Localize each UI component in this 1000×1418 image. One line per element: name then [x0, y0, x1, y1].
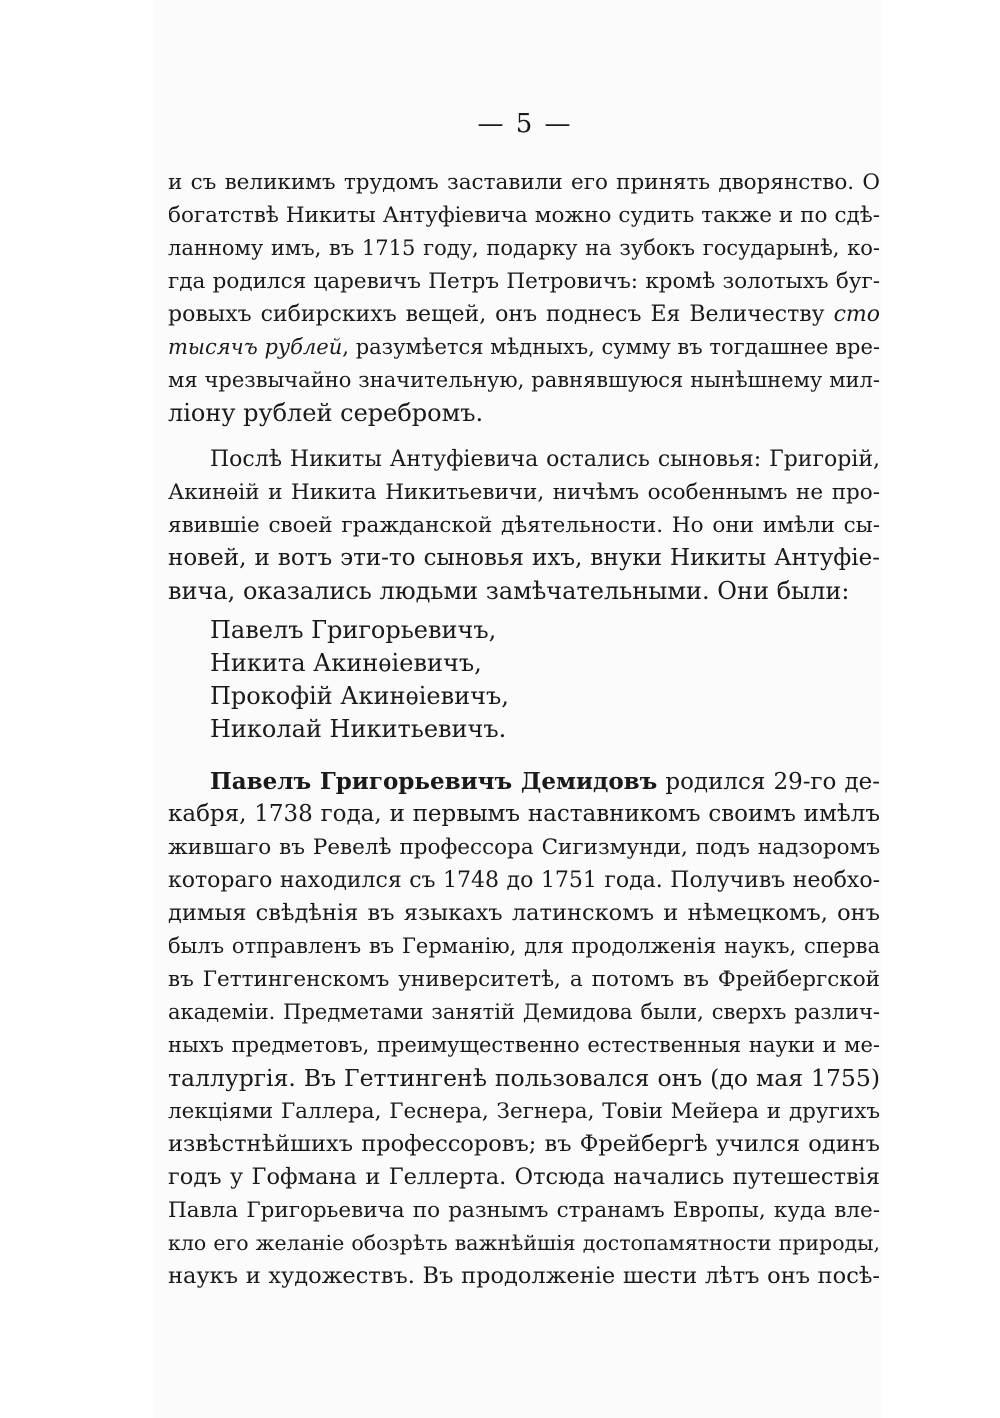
page-number: — 5 —: [477, 109, 573, 139]
text-line: явившіе своей гражданской дѣятельности. Но они имѣли сы-: [168, 513, 880, 538]
text-line: вича, оказались людьми замѣчательными. Они были:: [168, 577, 850, 605]
text-line: извѣстнѣйшихъ профессоровъ; въ Фрейбергѣ учился одинъ: [168, 1131, 880, 1157]
text-span: родился 29-го де-: [657, 769, 881, 795]
text-line: кабря, 1738 года, и первымъ наставникомъ своимъ имѣлъ: [168, 801, 880, 827]
paragraph-2: [168, 443, 880, 608]
paragraph-1: [168, 166, 880, 430]
paragraph-3: [168, 765, 880, 1293]
text-line: и съ великимъ трудомъ заставили его принять дворянство. О: [168, 170, 880, 195]
text-line: ныхъ предметовъ, преимущественно естественныя науки и ме-: [168, 1033, 880, 1057]
text-line: въ Геттингенскомъ университетѣ, а потомъ въ Фрейбергской: [168, 967, 880, 992]
bold-name: Павелъ Григорьевичъ Демидовъ: [210, 768, 658, 795]
text-line: богатствѣ Никиты Антуфіевича можно судить также и по сдѣ-: [168, 203, 880, 228]
italic-span: сто: [833, 302, 880, 327]
italic-span: тысячъ рублей: [168, 335, 343, 359]
text-line: кло его желаніе обозрѣть важнѣйшія достопамятности природы,: [168, 1231, 880, 1255]
list-item: Прокофій Акинѳіевичъ,: [210, 682, 509, 710]
text-line: лекціями Галлера, Геснера, Зегнера, Товіи Мейера и другихъ: [168, 1099, 880, 1124]
text-line: таллургія. Въ Геттингенѣ пользовался онъ (до мая 1755): [168, 1064, 880, 1092]
list-item: Никита Акинѳіевичъ,: [210, 649, 482, 677]
names-list: [168, 614, 880, 746]
text-line: котораго находился съ 1748 до 1751 года. Получивъ необхо-: [168, 868, 880, 893]
text-line: ліону рублей серебромъ.: [168, 399, 484, 427]
text-line: ланному имъ, въ 1715 году, подарку на зубокъ государынѣ, ко-: [168, 236, 880, 260]
text-line: жившаго въ Ревелѣ профессора Сигизмунди, подъ надзоромъ: [168, 835, 880, 860]
text-line: димыя свѣдѣнія въ языкахъ латинскомъ и нѣмецкомъ, онъ: [168, 900, 880, 926]
text-line: Акинѳій и Никита Никитьевичи, ничѣмъ особеннымъ не про-: [168, 480, 880, 505]
text-line: наукъ и художествъ. Въ продолженіе шести лѣтъ онъ посѣ-: [168, 1263, 880, 1289]
text-line: годъ у Гофмана и Геллерта. Отсюда начались путешествія: [168, 1164, 880, 1190]
list-item: Павелъ Григорьевичъ,: [210, 616, 497, 644]
text-line: новей, и вотъ эти-то сыновья ихъ, внуки Никиты Антуфіе-: [168, 545, 880, 571]
text-line: [168, 331, 880, 364]
text-line: гда родился царевичъ Петръ Петровичъ: кромѣ золотыхъ буг-: [168, 269, 880, 294]
text-span: ровыхъ сибирскихъ вещей, онъ поднесъ Ея Величеству: [168, 302, 834, 327]
text-line: мя чрезвычайно значительную, равнявшуюся нынѣшнему мил-: [168, 368, 880, 392]
text-line: Павла Григорьевича по разнымъ странамъ Европы, куда вле-: [168, 1198, 880, 1223]
text-line: академіи. Предметами занятій Демидова были, сверхъ различ-: [168, 1000, 880, 1024]
text-line: [168, 298, 880, 331]
list-item: Николай Никитьевичъ.: [210, 715, 507, 743]
text-line: Послѣ Никиты Антуфіевича остались сыновья: Григорій,: [210, 447, 880, 472]
text-line: [168, 765, 880, 798]
text-span: , разумѣется мѣдныхъ, сумму въ тогдашнее вре-: [342, 335, 880, 359]
text-line: былъ отправленъ въ Германію, для продолженія наукъ, сперва: [168, 934, 880, 958]
